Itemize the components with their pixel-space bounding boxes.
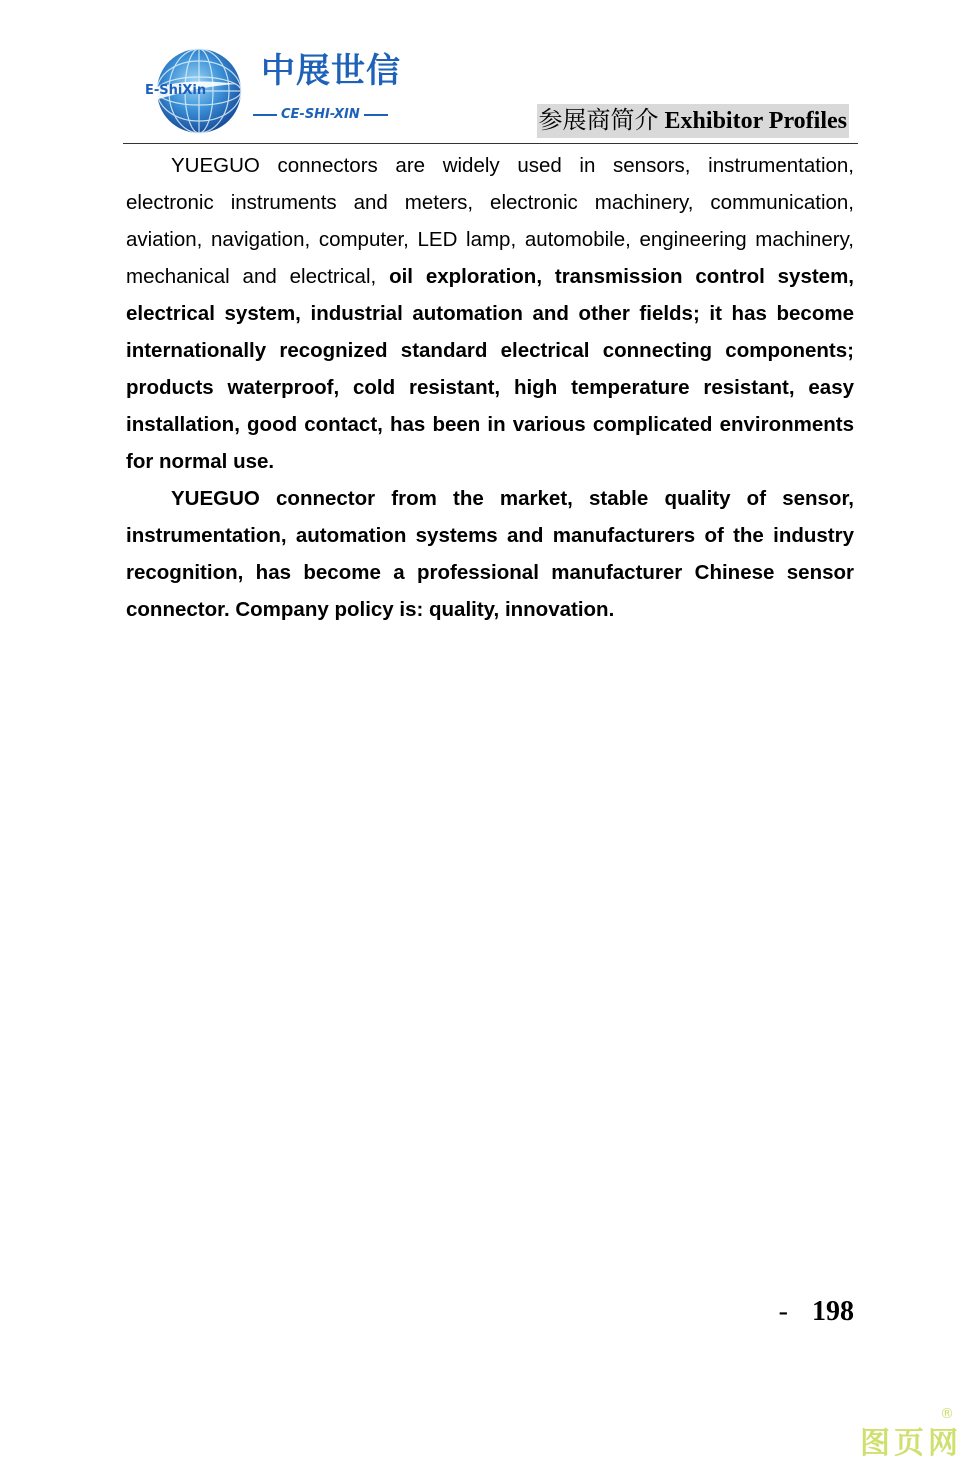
watermark-text: 图页网: [860, 1426, 962, 1461]
paragraph-1-regular: YUEGUO connectors are widely used in sensors, instrumentation, electronic instruments and meters, electronic machinery, communication, aviation, navigation, computer, LED lamp, automobile, engineering machinery, mechanical and electrical,: [126, 154, 854, 288]
logo-english-name: [249, 108, 392, 121]
page-number-value: 198: [812, 1296, 854, 1327]
header-divider: [123, 143, 858, 144]
paragraph-2: [126, 480, 854, 628]
logo-chinese-name: 中展世信: [261, 51, 401, 91]
logo-english-text: CE-SHI-XIN: [281, 107, 360, 122]
logo-globe-text: E-ShiXin: [145, 83, 207, 98]
section-title-en: Exhibitor Profiles: [664, 108, 847, 134]
paragraph-1: [126, 147, 854, 480]
page-header: [123, 40, 858, 144]
watermark-logo: [860, 1406, 962, 1462]
page-number-dash: -: [778, 1296, 788, 1327]
globe-icon: [137, 46, 247, 136]
section-title-cn: 参展商简介: [538, 108, 659, 134]
logo-dash-left: [253, 114, 277, 116]
page-number: [779, 1296, 854, 1328]
section-title: [537, 104, 849, 138]
paragraph-2-bold: YUEGUO connector from the market, stable quality of sensor, instrumentation, automation systems and manufacturers of the industry recognition, has become a professional manufacturer Chinese sensor connector. Company policy is: quality, innovation.: [126, 487, 854, 621]
paragraph-1-bold: oil exploration, transmission control system, electrical system, industrial automation and other fields; it has become internationally recognized standard electrical connecting components; products waterproof, cold resistant, high temperature resistant, easy installation, good contact, has been in various complicated environments for normal use.: [126, 265, 855, 473]
registered-mark: ®: [940, 1406, 954, 1422]
logo-dash-right: [364, 114, 388, 116]
company-logo: [137, 46, 407, 136]
exhibitor-description: [126, 147, 854, 628]
